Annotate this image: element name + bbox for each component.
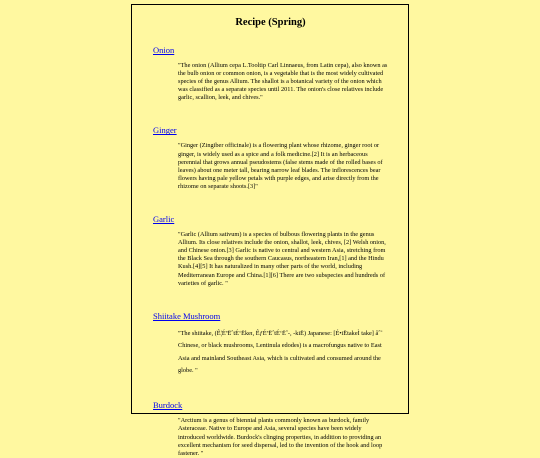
recipe-page: [131, 4, 409, 457]
section-text-garlic: "Garlic (Allium sativum) is a species of bulbous flowering plants in the genus Allium. Its close relatives include the onion, shallot, leek, chives, [2] Welsh onion, and Chinese onion.[3] Garlic is native to central and western Asia, stretching from the Black Sea through the southern Caucasus, northeastern Iran,[1] and the Hindu Kush.[4][5] It has naturalized in many other parts of the world, including Mediterranean Europe and China.[1][6] There are two subspecies and hundreds of varieties of garlic. ": [178, 231, 386, 287]
section-link-burdock[interactable]: Burdock: [153, 400, 183, 411]
section-link-ginger[interactable]: Ginger: [153, 125, 177, 136]
section-link-garlic[interactable]: Garlic: [153, 214, 175, 225]
section-burdock: [153, 395, 388, 457]
section-shiitake: [153, 306, 388, 378]
section-link-shiitake[interactable]: Shiitake Mushroom: [153, 310, 221, 321]
section-text-shiitake: "The shiitake, (Ê¦ÉªËˆtÉ‘Ëkeɪ, ÊƒÉªËˆtÉ‘Ëˆ-, -kiË) Japanese: [É•iËtakeÌ take] âˆ˜ Chinese, or black mushrooms, Lentinula edodes) is a macrofungus native to East Asia and mainland Southeast Asia, which is cultivated and consumed around the globe. ": [178, 329, 383, 374]
section-onion: [153, 40, 388, 102]
section-text-ginger: "Ginger (Zingiber officinale) is a flowering plant whose rhizome, ginger root or ginger, is widely used as a spice and a folk medicine.[2] It is an herbaceous perennial that grows annual pseudostems (false stems made of the rolled bases of leaves) about one meter tall, bearing narrow leaf blades. The inflorescences bear flowers having pale yellow petals with purple edges, and arise directly from the rhizome on separate shoots.[3]": [178, 142, 383, 190]
page-title: Recipe (Spring): [235, 17, 306, 28]
section-text-onion: "The onion (Allium cepa L.Tooltip Carl Linnaeus, from Latin cepa), also known as the bulb onion or common onion, is a vegetable that is the most widely cultivated species of the genus Allium. The shallot is a botanical variety of the onion which was classified as a separate species until 2011. The onion's close relatives include garlic, scallion, leek, and chives.": [178, 62, 388, 102]
section-ginger: [153, 120, 388, 191]
section-text-burdock: "Arctium is a genus of biennial plants commonly known as burdock, family Asteraceae. Native to Europe and Asia, several species have been widely introduced worldwide. Burdock's clinging properties, in addition to providing an excellent mechanism for seed dispersal, led to the invention of the hook and loop fastener. ": [178, 417, 383, 457]
section-link-onion[interactable]: Onion: [153, 45, 175, 55]
section-garlic: [153, 209, 388, 288]
